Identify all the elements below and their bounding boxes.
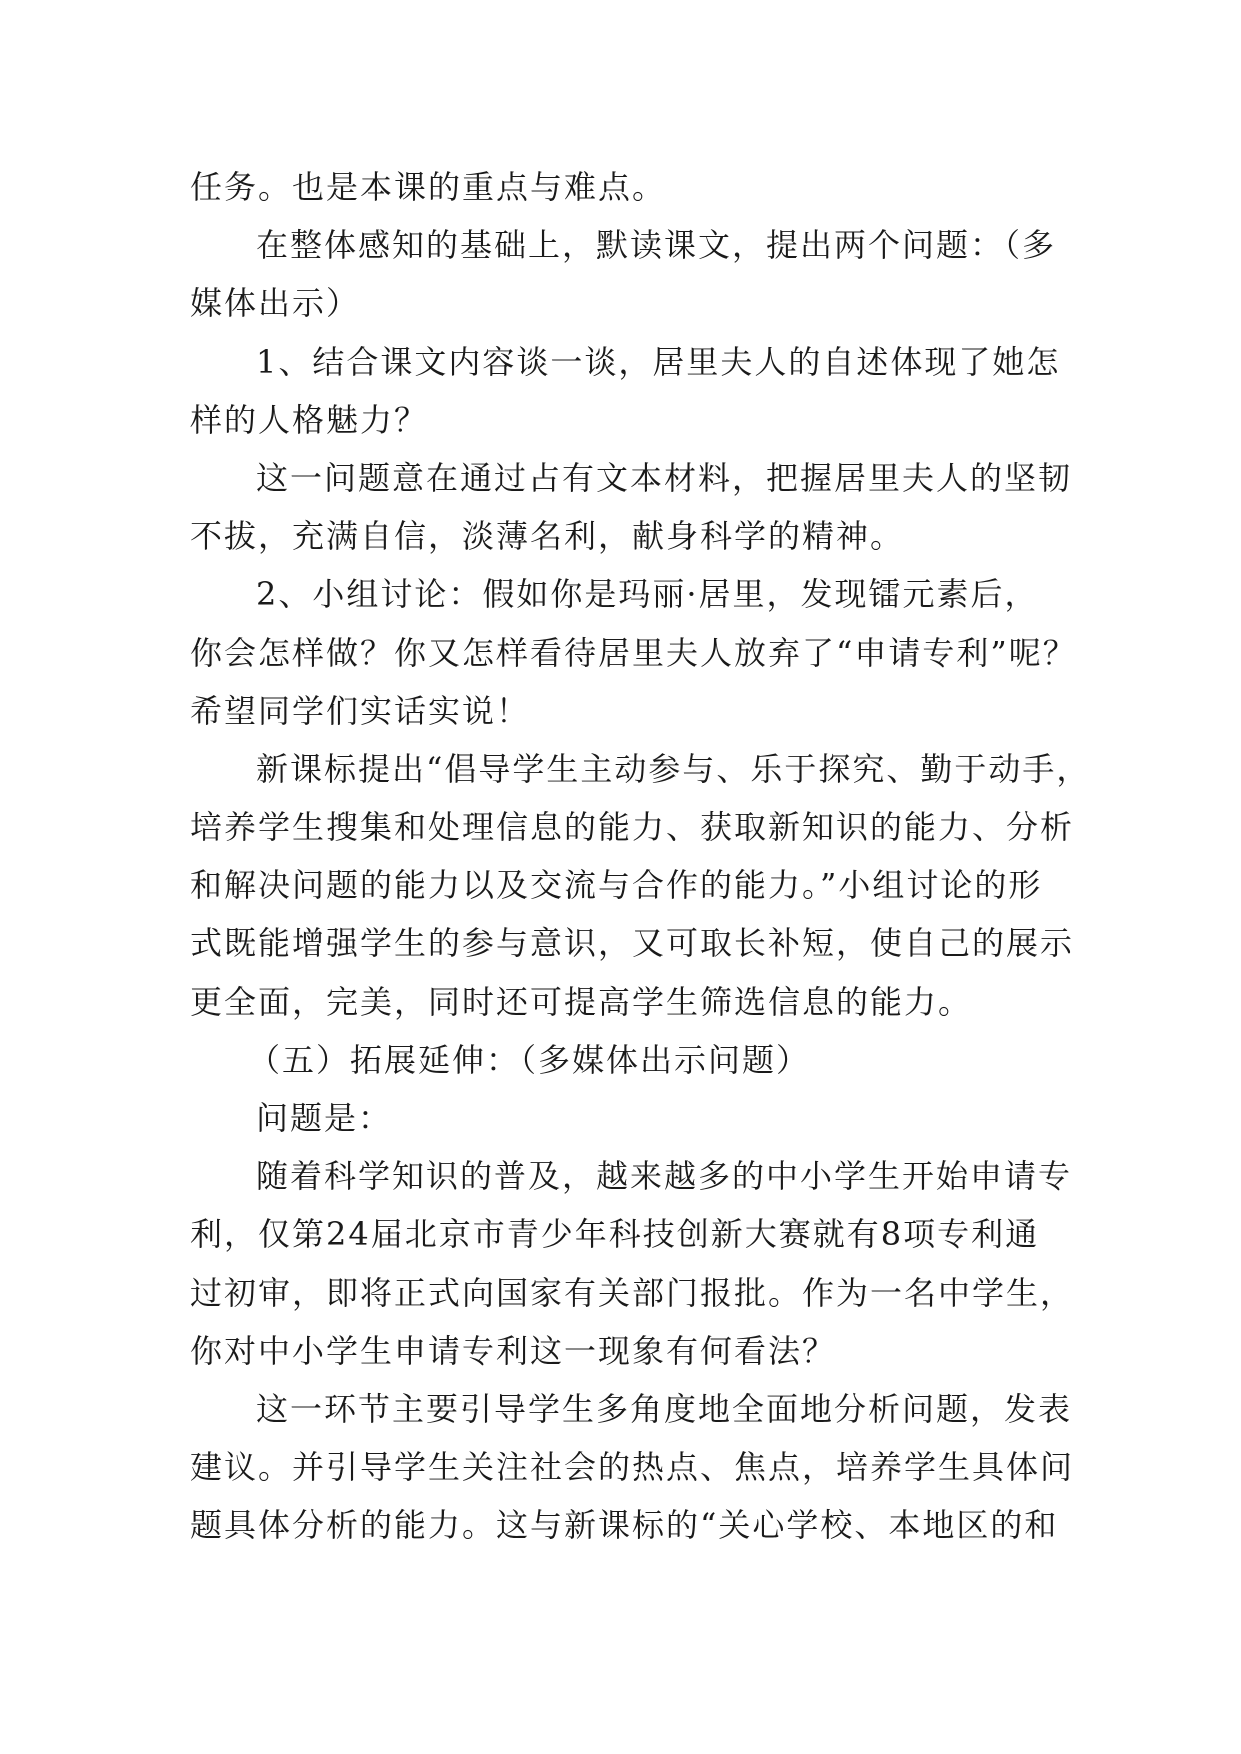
text-line: 媒体出示）: [190, 284, 361, 323]
text-line: 你会怎样做？你又怎样看待居里夫人放弃了“申请专利”呢？: [190, 633, 1077, 672]
text-line: 样的人格魅力？: [190, 400, 429, 439]
text-line: 任务。也是本课的重点与难点。: [190, 168, 667, 206]
text-line: 1、结合课文内容谈一谈，居里夫人的自述体现了她怎: [256, 342, 1061, 381]
text-line: 这一环节主要引导学生多角度地全面地分析问题，发表: [256, 1389, 1073, 1428]
text-line: 利，仅第24届北京市青少年科技创新大赛就有8项专利通: [190, 1215, 1040, 1254]
text-line: 建议。并引导学生关注社会的热点、焦点，培养学生具体问: [190, 1448, 1075, 1487]
text-line: 问题是：: [256, 1099, 393, 1137]
text-line: 式既能增强学生的参与意识，又可取长补短，使自己的展示: [190, 924, 1075, 963]
text-line: 不拔，充满自信，淡薄名利，献身科学的精神。: [190, 517, 905, 556]
text-line: 题具体分析的能力。这与新课标的“关心学校、本地区的和: [190, 1506, 1059, 1545]
text-line: 和解决问题的能力以及交流与合作的能力。”小组讨论的形: [190, 866, 1043, 905]
text-line: 过初审，即将正式向国家有关部门报批。作为一名中学生，: [190, 1273, 1075, 1312]
text-line: 希望同学们实话实说！: [190, 691, 531, 730]
body-text: [190, 158, 1091, 1555]
text-line: 2、小组讨论：假如你是玛丽·居里，发现镭元素后，: [256, 575, 1039, 614]
text-line: 这一问题意在通过占有文本材料，把握居里夫人的坚韧: [256, 458, 1073, 497]
text-line: 你对中小学生申请专利这一现象有何看法？: [190, 1331, 837, 1370]
text-line: 随着科学知识的普及，越来越多的中小学生开始申请专: [256, 1157, 1073, 1196]
text-line: 培养学生搜集和处理信息的能力、获取新知识的能力、分析: [190, 808, 1075, 847]
text-line: 在整体感知的基础上，默读课文，提出两个问题：（多: [256, 226, 1057, 265]
text-line: 更全面，完美，同时还可提高学生筛选信息的能力。: [190, 982, 973, 1021]
section-heading: （五）拓展延伸：（多媒体出示问题）: [248, 1040, 811, 1079]
text-line: 新课标提出“倡导学生主动参与、乐于探究、勤于动手，: [256, 749, 1091, 788]
